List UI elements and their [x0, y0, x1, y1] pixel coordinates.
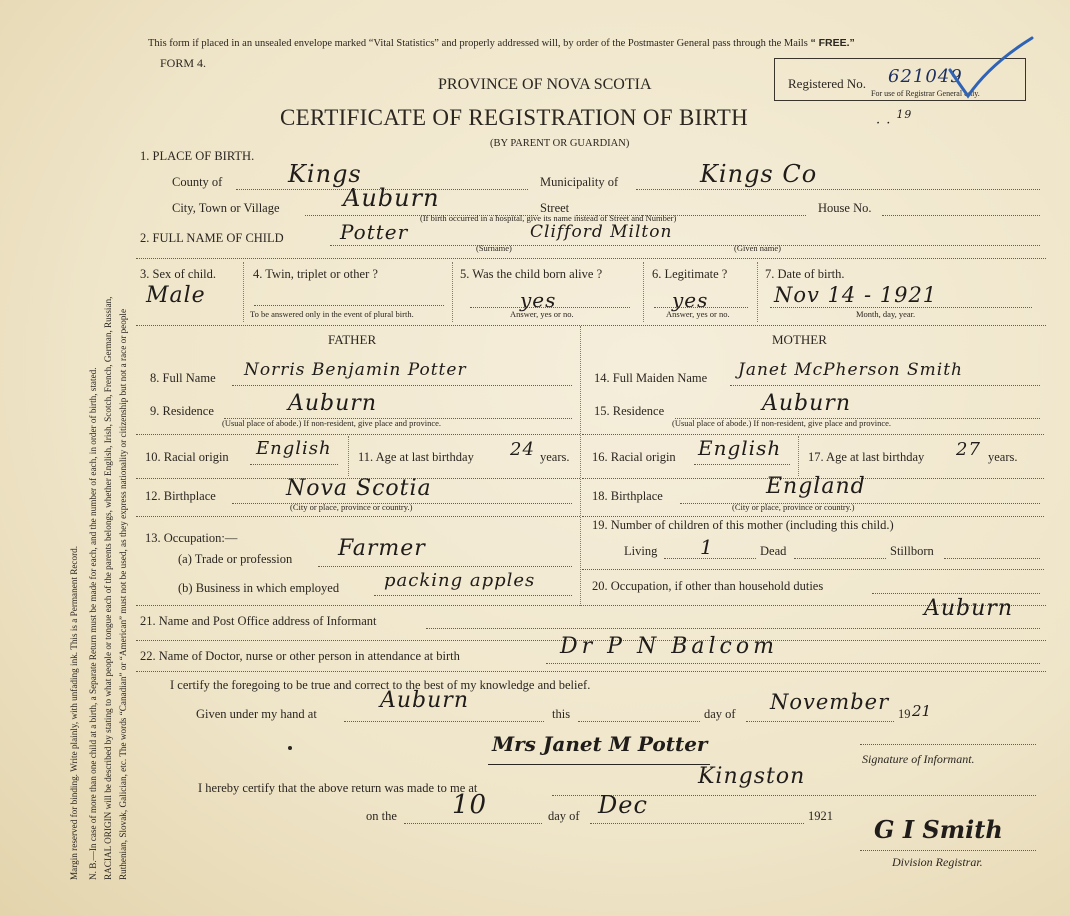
twin-label: 4. Twin, triplet or other ?	[253, 267, 378, 281]
mother-name-value: Janet McPherson Smith	[738, 360, 963, 380]
on-year-value: 1921	[808, 809, 833, 823]
mother-name-label: 14. Full Maiden Name	[594, 371, 708, 385]
child-surname: Potter	[340, 220, 409, 244]
given-year-hw: 21	[912, 702, 932, 720]
father-header: FATHER	[328, 332, 377, 347]
given-under-label: Given under my hand at	[196, 707, 317, 721]
form-number: FORM 4.	[160, 56, 207, 70]
informant-label: 21. Name and Post Office address of Informant	[140, 614, 377, 628]
given-name-note: (Given name)	[734, 243, 781, 253]
municipality-value: Kings Co	[700, 160, 818, 188]
mother-occupation-label: 20. Occupation, if other than household duties	[592, 579, 824, 593]
registrar-signature: G I Smith	[874, 815, 1003, 844]
informant-signature: Mrs Janet M Potter	[492, 732, 708, 756]
mother-birthplace-label: 18. Birthplace	[592, 489, 663, 503]
father-residence-note: (Usual place of abode.) If non-resident, give place and province.	[222, 418, 442, 428]
margin-note-multiple-births: N. B.—In case of more than one child at a birth, a Separate Return must be made for each, and the number of each, in order of birth, stated.	[88, 367, 98, 880]
return-made-label: I hereby certify that the above return was made to me at	[198, 781, 478, 795]
legitimate-value: yes	[672, 288, 709, 312]
county-label: County of	[172, 175, 223, 189]
mother-age-value: 27	[956, 439, 981, 460]
city-value: Auburn	[343, 184, 440, 212]
street-note: (If birth occurred in a hospital, give its name instead of Street and Number)	[420, 213, 677, 223]
mother-residence-label: 15. Residence	[594, 404, 665, 418]
postal-notice: This form if placed in an unsealed envelope marked “Vital Statistics” and properly addressed will, by order of the Postmaster General pass through the Mails “ FREE.”	[148, 37, 855, 49]
mother-racial-label: 16. Racial origin	[592, 450, 676, 464]
twin-note: To be answered only in the event of plural birth.	[250, 309, 414, 319]
dead-label: Dead	[760, 544, 787, 558]
doctor-value: Dr P N Balcom	[560, 634, 778, 659]
day-of-label: day of	[704, 707, 736, 721]
mother-years-label: years.	[988, 450, 1018, 464]
living-value: 1	[700, 535, 714, 559]
mother-birthplace-note: (City or place, province or country.)	[732, 502, 855, 512]
on-day-value: 10	[452, 790, 488, 820]
margin-note-racial-origin: RACIAL ORIGIN will be described by stating to what people or tongue each of the parents belongs, whether English, Irish, Scotch, French, German, Russian,	[103, 296, 113, 880]
margin-note-binding: Margin reserved for binding. Write plainly, with unfading ink. This is a Permanent Record.	[69, 545, 79, 880]
document-title: CERTIFICATE OF REGISTRATION OF BIRTH	[280, 105, 749, 130]
registrar-label: Division Registrar.	[892, 855, 983, 869]
date-of-birth-value: Nov 14 - 1921	[774, 283, 938, 307]
on-day-of-label: day of	[548, 809, 580, 823]
father-racial-value: English	[256, 438, 332, 459]
trade-label: (a) Trade or profession	[178, 552, 293, 566]
mother-residence-note: (Usual place of abode.) If non-resident, give place and province.	[672, 418, 892, 428]
business-label: (b) Business in which employed	[178, 581, 340, 595]
mother-residence-value: Auburn	[762, 391, 851, 416]
registered-number: 621049	[888, 66, 963, 87]
trade-value: Farmer	[338, 536, 426, 561]
father-birthplace-note: (City or place, province or country.)	[290, 502, 413, 512]
mother-racial-value: English	[698, 436, 782, 460]
father-birthplace-label: 12. Birthplace	[145, 489, 216, 503]
informant-value: Auburn	[924, 596, 1013, 621]
father-name-value: Norris Benjamin Potter	[244, 360, 467, 380]
county-value: Kings	[288, 160, 362, 188]
street-label: Street	[540, 201, 570, 215]
living-label: Living	[624, 544, 658, 558]
doctor-label: 22. Name of Doctor, nurse or other person in attendance at birth	[140, 649, 460, 663]
born-alive-label: 5. Was the child born alive ?	[460, 267, 603, 281]
legitimate-label: 6. Legitimate ?	[652, 267, 728, 281]
place-of-birth-label: 1. PLACE OF BIRTH.	[140, 149, 255, 163]
father-residence-value: Auburn	[288, 391, 377, 416]
blue-checkmark-icon	[938, 34, 1038, 114]
born-alive-note: Answer, yes or no.	[510, 309, 574, 319]
children-count-label: 19. Number of children of this mother (including this child.)	[592, 518, 894, 532]
ink-dot	[288, 746, 292, 750]
registered-label: Registered No.	[788, 76, 866, 91]
father-age-label: 11. Age at last birthday	[358, 450, 474, 464]
father-residence-label: 9. Residence	[150, 404, 214, 418]
mother-header: MOTHER	[772, 332, 827, 347]
father-occupation-label: 13. Occupation:—	[145, 531, 238, 545]
given-year-prefix: 19	[898, 707, 911, 721]
province-heading: PROVINCE OF NOVA SCOTIA	[438, 76, 652, 93]
father-years-label: years.	[540, 450, 570, 464]
municipality-label: Municipality of	[540, 175, 619, 189]
father-age-value: 24	[510, 439, 535, 460]
stillborn-label: Stillborn	[890, 544, 934, 558]
margin-note-racial-origin-cont: Ruthenian, Slovak, Galician, etc. The words “Canadian” or “American” must not be used, as they express nationality or citizenship but not a race or people	[118, 308, 128, 880]
signature-label: Signature of Informant.	[862, 752, 975, 766]
father-name-label: 8. Full Name	[150, 371, 216, 385]
surname-note: (Surname)	[476, 243, 512, 253]
child-name-label: 2. FULL NAME OF CHILD	[140, 231, 284, 245]
on-month-value: Dec	[598, 791, 648, 819]
on-the-label: on the	[366, 809, 397, 823]
sex-label: 3. Sex of child.	[140, 267, 217, 281]
child-given-name: Clifford Milton	[530, 222, 673, 242]
title-scribble: . . $^{19}$	[876, 108, 913, 128]
house-number-label: House No.	[818, 201, 872, 215]
born-alive-value: yes	[520, 288, 557, 312]
city-label: City, Town or Village	[172, 201, 280, 215]
date-of-birth-label: 7. Date of birth.	[765, 267, 845, 281]
return-place-value: Kingston	[698, 764, 806, 789]
mother-birthplace-value: England	[766, 474, 866, 499]
father-racial-label: 10. Racial origin	[145, 450, 229, 464]
document-subtitle: (BY PARENT OR GUARDIAN)	[490, 138, 630, 149]
given-place-value: Auburn	[380, 688, 469, 713]
sex-value: Male	[146, 283, 206, 308]
certify-statement: I certify the foregoing to be true and correct to the best of my knowledge and belief.	[170, 678, 591, 692]
this-label: this	[552, 707, 571, 721]
given-month-value: November	[770, 690, 890, 714]
registered-note: For use of Registrar General only.	[871, 89, 980, 98]
legitimate-note: Answer, yes or no.	[666, 309, 730, 319]
father-birthplace-value: Nova Scotia	[286, 476, 432, 501]
business-value: packing apples	[384, 570, 536, 591]
date-of-birth-note: Month, day, year.	[856, 309, 916, 319]
mother-age-label: 17. Age at last birthday	[808, 450, 925, 464]
